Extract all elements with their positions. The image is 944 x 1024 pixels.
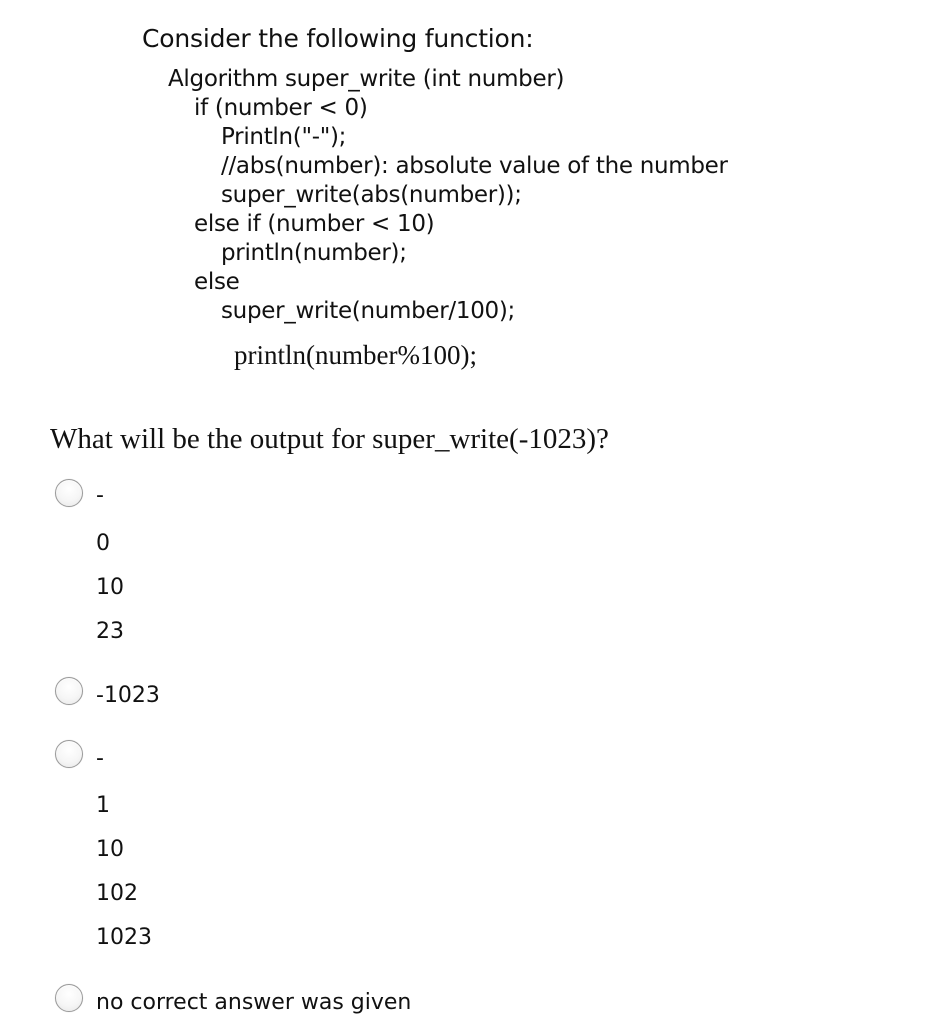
code-line-print-minus: Println("-"); — [221, 124, 347, 150]
option-1-line-3: 10 — [96, 575, 124, 600]
option-3-line-3: 10 — [96, 837, 124, 862]
option-2-radio[interactable] — [55, 677, 83, 705]
code-line-comment: //abs(number): absolute value of the number — [221, 153, 728, 179]
question-prompt: What will be the output for super_write(-1023)? — [50, 423, 609, 455]
option-3-radio[interactable] — [55, 740, 83, 768]
option-2-line-1: -1023 — [96, 683, 160, 708]
question-intro: Consider the following function: — [142, 24, 534, 53]
code-line-if: if (number < 0) — [194, 95, 368, 121]
option-1-line-4: 23 — [96, 619, 124, 644]
code-line-println-number: println(number); — [221, 240, 407, 266]
option-3-line-5: 1023 — [96, 925, 152, 950]
code-line-recursive-divide: super_write(number/100); — [221, 298, 516, 324]
code-line-recursive-abs: super_write(abs(number)); — [221, 182, 522, 208]
option-4-line-1: no correct answer was given — [96, 990, 412, 1015]
option-1-line-2: 0 — [96, 531, 110, 556]
code-line-else-if: else if (number < 10) — [194, 211, 435, 237]
code-line-signature: Algorithm super_write (int number) — [168, 66, 565, 92]
option-3-line-4: 102 — [96, 881, 138, 906]
option-3-line-1: - — [96, 746, 104, 771]
code-line-else: else — [194, 269, 240, 295]
option-1-line-1: - — [96, 483, 104, 508]
option-4-radio[interactable] — [55, 984, 83, 1012]
option-3-line-2: 1 — [96, 793, 110, 818]
option-1-radio[interactable] — [55, 479, 83, 507]
code-line-println-mod: println(number%100); — [234, 340, 477, 370]
